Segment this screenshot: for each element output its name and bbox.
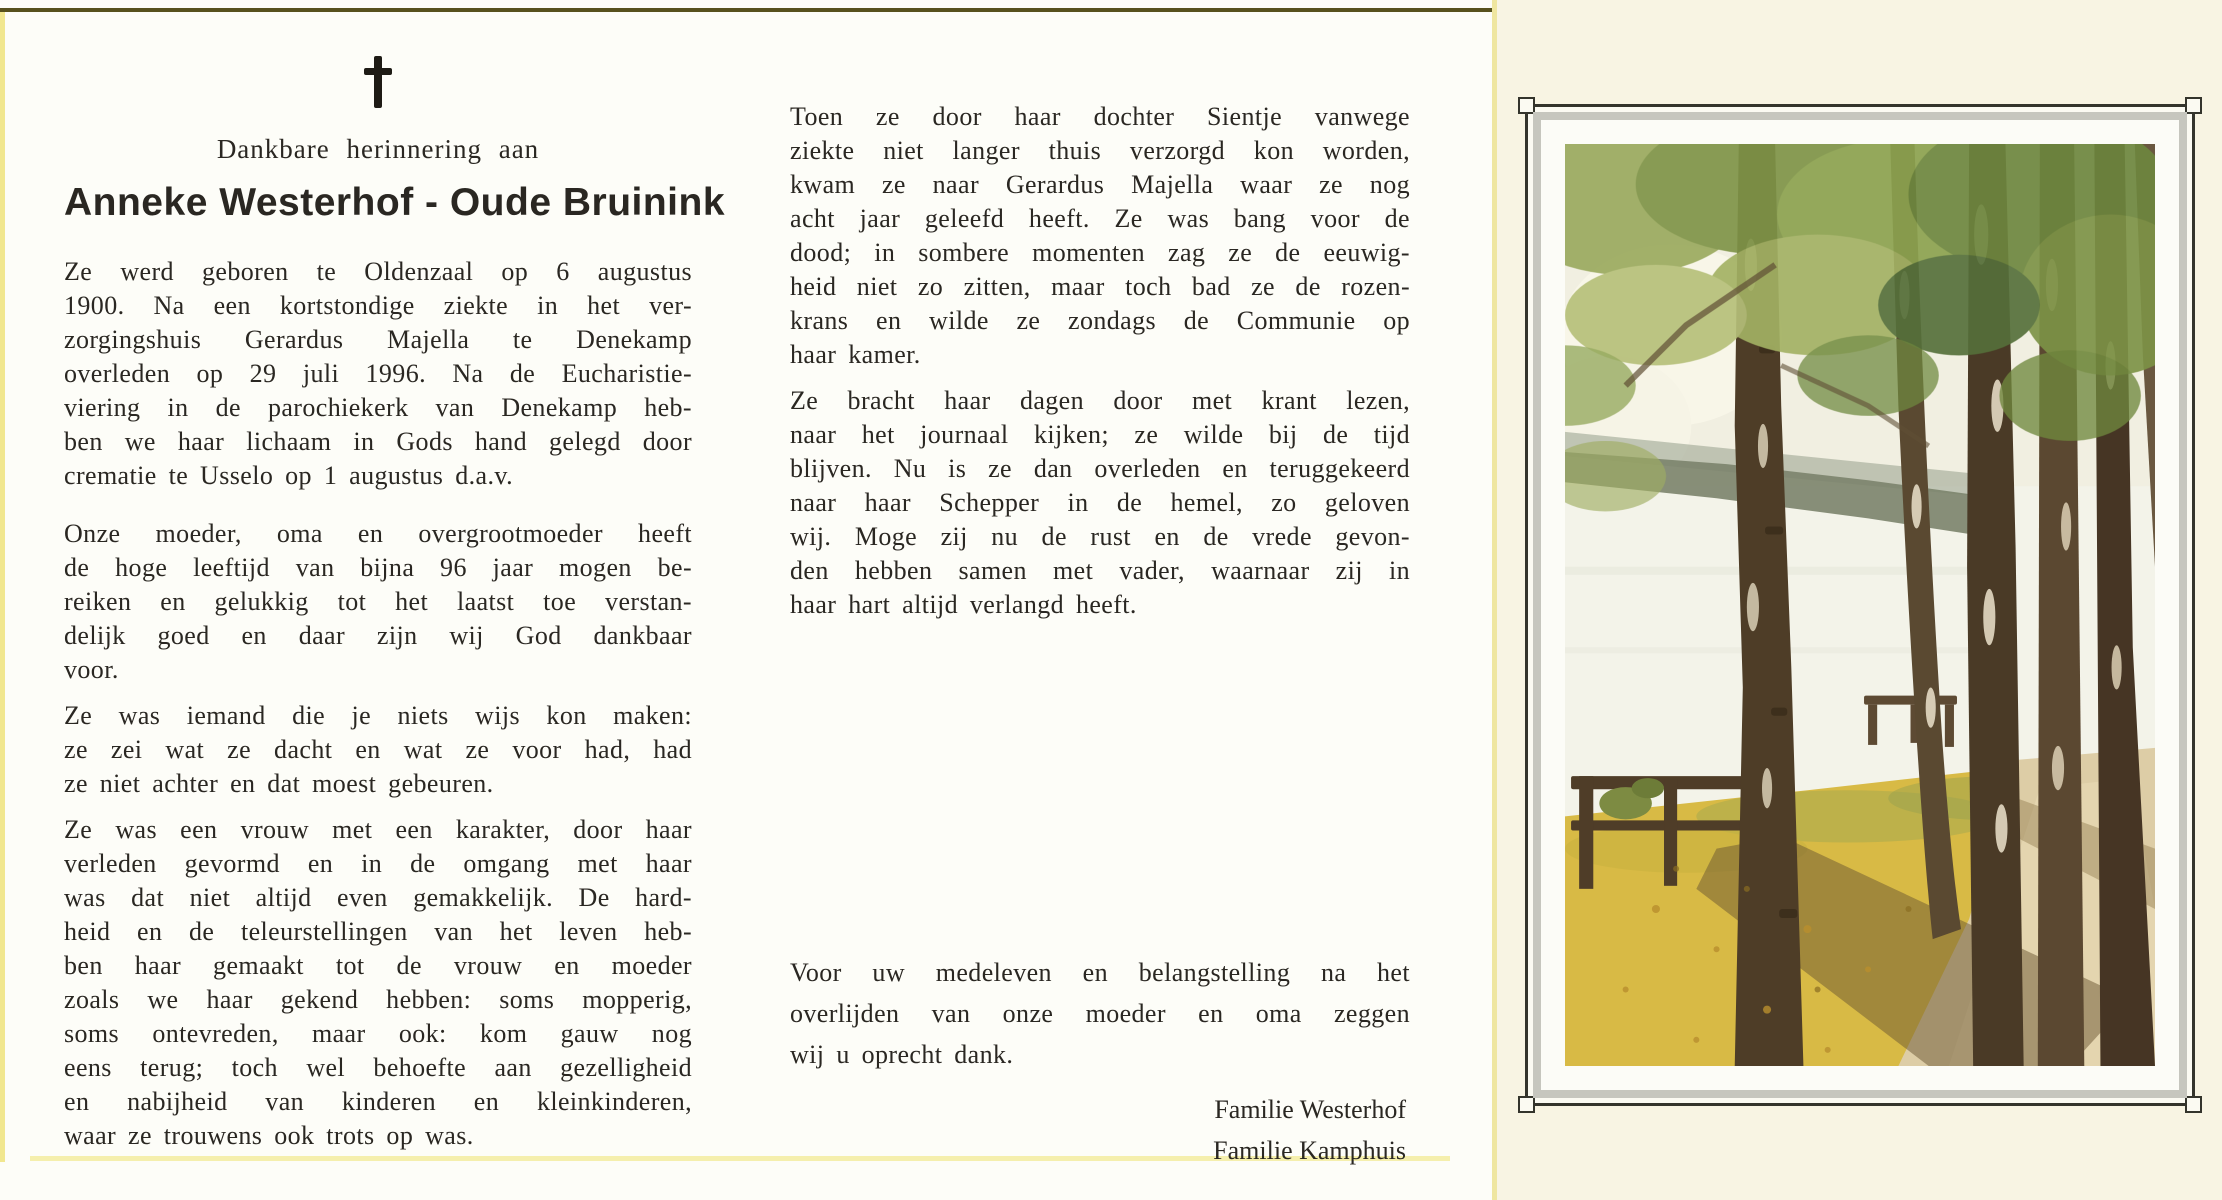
text-line: den hebben samen met vader, waarnaar zij in — [790, 556, 1410, 585]
biography-paragraph — [64, 699, 692, 801]
photo-birch-lakeside — [1565, 144, 2155, 1066]
acknowledgement-text — [790, 952, 1410, 1075]
latin-cross-icon — [374, 56, 382, 108]
biography-paragraph — [790, 100, 1410, 372]
middle-page — [790, 100, 1410, 1200]
text-line: Ze was een vrouw met een karakter, door haar — [64, 815, 692, 844]
photo-frame — [1525, 104, 2195, 1106]
text-line: haar hart altijd verlangd heeft. — [790, 590, 1137, 619]
text-line: eens terug; toch wel behoefte aan gezelligheid — [64, 1053, 692, 1082]
text-line: Ze werd geboren te Oldenzaal op 6 augustus — [64, 257, 692, 286]
text-line: reiken en gelukkig tot het laatst toe verstan- — [64, 587, 692, 616]
biography-paragraph — [64, 517, 692, 687]
text-line: krans en wilde ze zondags de Communie op — [790, 306, 1410, 335]
text-line: kwam ze naar Gerardus Majella waar ze nog — [790, 170, 1410, 199]
text-line: Onze moeder, oma en overgrootmoeder heeft — [64, 519, 692, 548]
frame-corner-ornament — [2185, 97, 2202, 114]
text-line: ze zei wat ze dacht en wat ze voor had, had — [64, 735, 692, 764]
left-page — [64, 56, 726, 1153]
photo-page — [1497, 0, 2222, 1200]
text-line: de hoge leeftijd van bijna 96 jaar mogen be- — [64, 553, 692, 582]
cross-wrap — [64, 56, 692, 114]
text-line: naar het journaal kijken; ze wilde bij de tijd — [790, 420, 1410, 449]
text-line: ben haar gemaakt tot de vrouw en moeder — [64, 951, 692, 980]
text-line: Toen ze door haar dochter Sientje vanwege — [790, 102, 1410, 131]
card-left-edge — [0, 12, 5, 1162]
signature-family-westerhof: Familie Westerhof — [1214, 1095, 1406, 1124]
text-line: was dat niet altijd even gemakkelijk. De hard- — [64, 883, 692, 912]
text-line: wij u oprecht dank. — [790, 1040, 1014, 1069]
text-line: waar ze trouwens ook trots op was. — [64, 1121, 474, 1150]
biography-paragraph — [64, 255, 692, 493]
text-line: overlijden van onze moeder en oma zeggen — [790, 999, 1410, 1028]
text-line: Ze bracht haar dagen door met krant lezen, — [790, 386, 1410, 415]
text-line: heid en de teleurstellingen van het leven heb- — [64, 917, 692, 946]
text-line: ziekte niet langer thuis verzorgd kon worden, — [790, 136, 1410, 165]
top-edge-line — [0, 8, 1497, 12]
deceased-name: Anneke Westerhof - Oude Bruinink — [64, 181, 726, 224]
text-line: heid niet zo zitten, maar toch bad ze de rozen- — [790, 272, 1410, 301]
text-line: blijven. Nu is ze dan overleden en teruggekeerd — [790, 454, 1410, 483]
frame-corner-ornament — [1518, 1096, 1535, 1113]
text-line: zorgingshuis Gerardus Majella te Denekamp — [64, 325, 692, 354]
text-line: viering in de parochiekerk van Denekamp heb- — [64, 393, 692, 422]
signatures — [790, 1089, 1410, 1171]
text-line: ben we haar lichaam in Gods hand gelegd door — [64, 427, 692, 456]
frame-mat — [1541, 120, 2179, 1090]
text-line: 1900. Na een kortstondige ziekte in het ver- — [64, 291, 692, 320]
memorial-heading: Dankbare herinnering aan — [216, 134, 540, 164]
text-line: acht jaar geleefd heeft. Ze was bang voor de — [790, 204, 1410, 233]
text-line: haar kamer. — [790, 340, 921, 369]
text-line: naar haar Schepper in de hemel, zo geloven — [790, 488, 1410, 517]
text-line: crematie te Usselo op 1 augustus d.a.v. — [64, 461, 513, 490]
signature-family-kamphuis: Familie Kamphuis — [1213, 1136, 1406, 1165]
text-line: Voor uw medeleven en belangstelling na het — [790, 958, 1410, 987]
text-line: voor. — [64, 655, 119, 684]
text-line: zoals we haar gekend hebben: soms mopperig, — [64, 985, 692, 1014]
text-line: wij. Moge zij nu de rust en de vrede gevon- — [790, 522, 1410, 551]
text-line: Ze was iemand die je niets wijs kon maken: — [64, 701, 692, 730]
frame-corner-ornament — [2185, 1096, 2202, 1113]
text-line: delijk goed en daar zijn wij God dankbaar — [64, 621, 692, 650]
text-line: overleden op 29 juli 1996. Na de Eucharistie- — [64, 359, 692, 388]
text-line: dood; in sombere momenten zag ze de eeuwig- — [790, 238, 1410, 267]
frame-deckle-band — [1533, 112, 2187, 1098]
text-line: ze niet achter en dat moest gebeuren. — [64, 769, 494, 798]
text-line: soms ontevreden, maar ook: kom gauw nog — [64, 1019, 692, 1048]
biography-paragraph — [64, 813, 692, 1153]
acknowledgement-block — [790, 952, 1410, 1171]
biography-paragraph — [790, 384, 1410, 622]
text-line: verleden gevormd en in de omgang met haar — [64, 849, 692, 878]
text-line: en nabijheid van kinderen en kleinkinderen, — [64, 1087, 692, 1116]
